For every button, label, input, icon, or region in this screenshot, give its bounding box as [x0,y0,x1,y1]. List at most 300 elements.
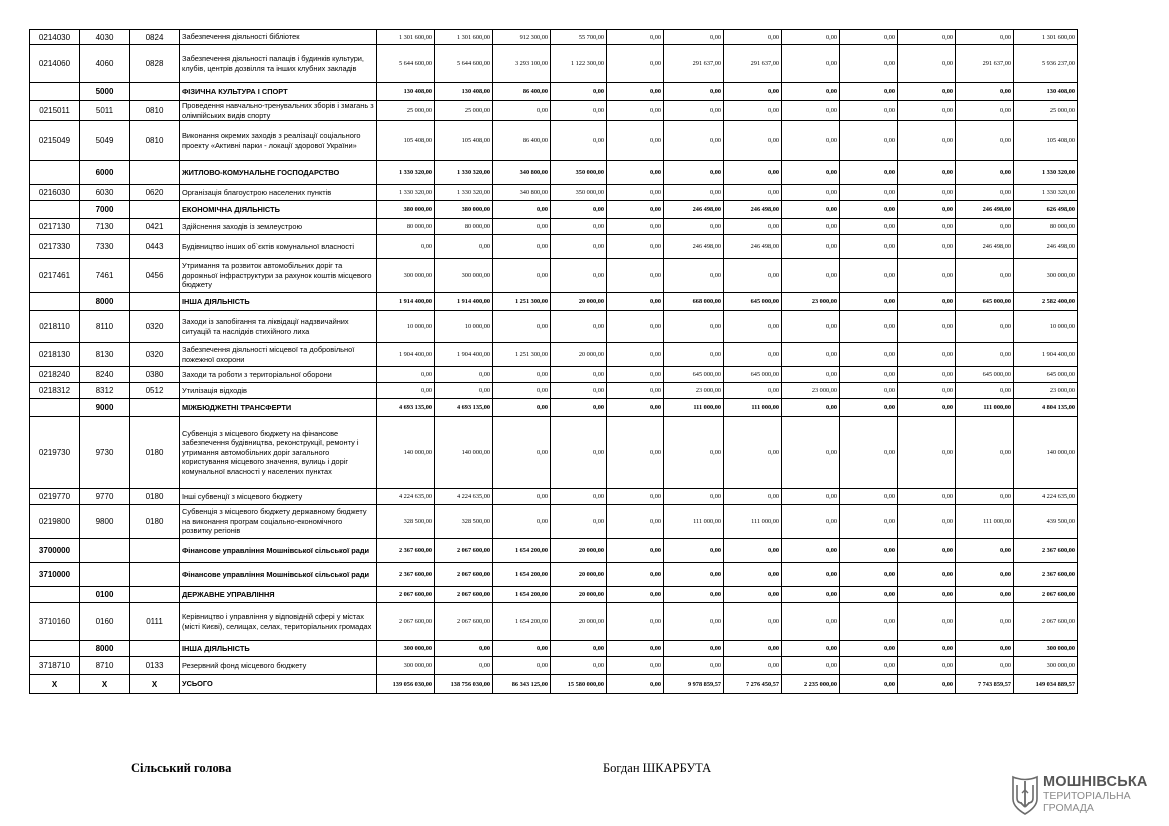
utilities: 0,00 [551,201,607,219]
kfk-code [130,161,180,185]
development-budget: 0,00 [724,311,782,343]
total-plan: 130 408,00 [377,83,435,101]
transfers: 0,00 [898,489,956,505]
capital: 0,00 [956,587,1014,603]
kfk-code: 0180 [130,417,180,489]
debt: 0,00 [607,311,664,343]
grand-total: 23 000,00 [1014,383,1078,399]
own-revenue: 0,00 [782,83,840,101]
loans: 0,00 [840,383,898,399]
total-plan: 300 000,00 [377,259,435,293]
transfers: 0,00 [898,293,956,311]
special-fund: 0,00 [664,343,724,367]
kfk-code [130,201,180,219]
table-row [30,45,1078,83]
total-plan: 140 000,00 [377,417,435,489]
development-budget: 246 498,00 [724,235,782,259]
kfk-code [130,293,180,311]
grand-total: 2 367 600,00 [1014,563,1078,587]
program-code: 0219730 [30,417,80,489]
special-fund: 111 000,00 [664,399,724,417]
table-row [30,399,1078,417]
capital: 0,00 [956,83,1014,101]
own-revenue: 0,00 [782,311,840,343]
own-revenue: 23 000,00 [782,383,840,399]
general-fund: 2 067 600,00 [435,603,493,641]
utilities: 0,00 [551,657,607,675]
development-budget: 0,00 [724,587,782,603]
utilities: 0,00 [551,259,607,293]
special-fund: 0,00 [664,121,724,161]
own-revenue: 23 000,00 [782,293,840,311]
development-budget: 0,00 [724,539,782,563]
total-plan: 0,00 [377,367,435,383]
description: Забезпечення діяльності бібліотек [180,30,377,45]
own-revenue: 2 235 000,00 [782,675,840,694]
general-fund: 2 067 600,00 [435,563,493,587]
grand-total: 1 301 600,00 [1014,30,1078,45]
transfers: 0,00 [898,30,956,45]
utilities: 0,00 [551,311,607,343]
salary: 1 654 200,00 [493,539,551,563]
table-row [30,259,1078,293]
kfk-code: 0320 [130,343,180,367]
table-row [30,641,1078,657]
salary: 912 300,00 [493,30,551,45]
program-code [30,83,80,101]
own-revenue: 0,00 [782,161,840,185]
capital: 645 000,00 [956,367,1014,383]
total-plan: 4 693 135,00 [377,399,435,417]
description: ДЕРЖАВНЕ УПРАВЛІННЯ [180,587,377,603]
description: Фінансове управління Мошнівської сільської ради [180,563,377,587]
grand-total: 645 000,00 [1014,367,1078,383]
debt: 0,00 [607,641,664,657]
transfers: 0,00 [898,603,956,641]
description: ІНША ДІЯЛЬНІСТЬ [180,293,377,311]
description: Забезпечення діяльності місцевої та добровільної пожежної охорони [180,343,377,367]
debt: 0,00 [607,235,664,259]
utilities: 20 000,00 [551,293,607,311]
grand-total: 2 582 400,00 [1014,293,1078,311]
program-code [30,293,80,311]
salary: 0,00 [493,367,551,383]
utilities: 20 000,00 [551,343,607,367]
salary: 0,00 [493,399,551,417]
loans: 0,00 [840,489,898,505]
description: ЕКОНОМІЧНА ДІЯЛЬНІСТЬ [180,201,377,219]
development-budget: 7 276 450,57 [724,675,782,694]
program-code: 0217461 [30,259,80,293]
loans: 0,00 [840,219,898,235]
total-plan: 2 067 600,00 [377,587,435,603]
general-fund: 105 408,00 [435,121,493,161]
loans: 0,00 [840,399,898,417]
capital: 0,00 [956,489,1014,505]
special-fund: 0,00 [664,30,724,45]
loans: 0,00 [840,161,898,185]
kpk-code: 9730 [80,417,130,489]
general-fund: 1 904 400,00 [435,343,493,367]
loans: 0,00 [840,563,898,587]
utilities: 55 700,00 [551,30,607,45]
capital: 0,00 [956,383,1014,399]
table-row [30,343,1078,367]
utilities: 20 000,00 [551,563,607,587]
kpk-code: 7130 [80,219,130,235]
kfk-code [130,587,180,603]
kpk-code: 7330 [80,235,130,259]
grand-total: 300 000,00 [1014,641,1078,657]
description: Заходи із запобігання та ліквідації надзвичайних ситуацій та наслідків стихійного лиха [180,311,377,343]
kpk-code: 8710 [80,657,130,675]
utilities: 0,00 [551,383,607,399]
capital: 111 000,00 [956,505,1014,539]
special-fund: 0,00 [664,603,724,641]
capital: 7 743 859,57 [956,675,1014,694]
kpk-code: 8312 [80,383,130,399]
development-budget: 0,00 [724,30,782,45]
debt: 0,00 [607,83,664,101]
loans: 0,00 [840,185,898,201]
transfers: 0,00 [898,343,956,367]
kpk-code: 8110 [80,311,130,343]
total-plan: 5 644 600,00 [377,45,435,83]
salary: 0,00 [493,641,551,657]
program-code: 3710160 [30,603,80,641]
own-revenue: 0,00 [782,417,840,489]
description: Організація благоустрою населених пунктів [180,185,377,201]
utilities: 0,00 [551,219,607,235]
special-fund: 0,00 [664,489,724,505]
utilities: 0,00 [551,399,607,417]
grand-total: 2 367 600,00 [1014,539,1078,563]
total-plan: 1 914 400,00 [377,293,435,311]
kpk-code: 9000 [80,399,130,417]
description: Субвенція з місцевого бюджету на фінансове забезпечення будівництва, реконструкції, ремонту і утримання автомобільних доріг загального користування місцевого значення, вулиць і доріг комунальної власності у населених пунктах [180,417,377,489]
development-budget: 0,00 [724,489,782,505]
development-budget: 0,00 [724,121,782,161]
development-budget: 0,00 [724,563,782,587]
signatory-name: Богдан ШКАРБУТА [603,761,712,775]
capital: 0,00 [956,161,1014,185]
debt: 0,00 [607,219,664,235]
total-plan: 105 408,00 [377,121,435,161]
utilities: 0,00 [551,83,607,101]
program-code: 0217330 [30,235,80,259]
salary: 0,00 [493,311,551,343]
special-fund: 9 978 859,57 [664,675,724,694]
development-budget: 0,00 [724,383,782,399]
logo-title: МОШНІВСЬКА [1043,774,1148,790]
kfk-code: X [130,675,180,694]
general-fund: 10 000,00 [435,311,493,343]
general-fund: 328 500,00 [435,505,493,539]
kpk-code: 8000 [80,641,130,657]
utilities: 0,00 [551,489,607,505]
kfk-code [130,641,180,657]
program-code [30,587,80,603]
kpk-code: 8240 [80,367,130,383]
special-fund: 0,00 [664,101,724,121]
special-fund: 246 498,00 [664,235,724,259]
capital: 0,00 [956,101,1014,121]
kpk-code: 4030 [80,30,130,45]
general-fund: 0,00 [435,383,493,399]
utilities: 1 122 300,00 [551,45,607,83]
total-plan: 1 330 320,00 [377,185,435,201]
debt: 0,00 [607,30,664,45]
logo-subtitle-2: ГРОМАДА [1043,802,1094,814]
general-fund: 4 224 635,00 [435,489,493,505]
development-budget: 0,00 [724,259,782,293]
transfers: 0,00 [898,121,956,161]
loans: 0,00 [840,101,898,121]
salary: 86 400,00 [493,121,551,161]
total-plan: 328 500,00 [377,505,435,539]
transfers: 0,00 [898,417,956,489]
general-fund: 1 330 320,00 [435,185,493,201]
kfk-code: 0810 [130,101,180,121]
description: ЖИТЛОВО-КОМУНАЛЬНЕ ГОСПОДАРСТВО [180,161,377,185]
own-revenue: 0,00 [782,101,840,121]
signature-label: Сільський голова [131,761,232,775]
grand-total: 25 000,00 [1014,101,1078,121]
table-row [30,101,1078,121]
kfk-code: 0443 [130,235,180,259]
debt: 0,00 [607,259,664,293]
kpk-code: 7000 [80,201,130,219]
capital: 246 498,00 [956,235,1014,259]
kpk-code: 6000 [80,161,130,185]
transfers: 0,00 [898,657,956,675]
general-fund: 80 000,00 [435,219,493,235]
development-budget: 0,00 [724,343,782,367]
transfers: 0,00 [898,101,956,121]
general-fund: 1 330 320,00 [435,161,493,185]
transfers: 0,00 [898,219,956,235]
grand-total: 1 330 320,00 [1014,185,1078,201]
description: ІНША ДІЯЛЬНІСТЬ [180,641,377,657]
program-code: 0219800 [30,505,80,539]
capital: 0,00 [956,121,1014,161]
capital: 0,00 [956,219,1014,235]
utilities: 0,00 [551,101,607,121]
kpk-code: 9800 [80,505,130,539]
general-fund: 4 693 135,00 [435,399,493,417]
kpk-code: 9770 [80,489,130,505]
debt: 0,00 [607,185,664,201]
program-code: 0216030 [30,185,80,201]
program-code: X [30,675,80,694]
program-code: 0218130 [30,343,80,367]
salary: 1 251 300,00 [493,343,551,367]
capital: 0,00 [956,539,1014,563]
salary: 340 800,00 [493,185,551,201]
debt: 0,00 [607,539,664,563]
budget-table-body [30,30,1078,694]
transfers: 0,00 [898,83,956,101]
special-fund: 0,00 [664,563,724,587]
capital: 0,00 [956,343,1014,367]
debt: 0,00 [607,293,664,311]
description: Фінансове управління Мошнівської сільської ради [180,539,377,563]
special-fund: 0,00 [664,641,724,657]
salary: 340 800,00 [493,161,551,185]
transfers: 0,00 [898,399,956,417]
special-fund: 668 000,00 [664,293,724,311]
loans: 0,00 [840,343,898,367]
table-row [30,367,1078,383]
kfk-code: 0380 [130,367,180,383]
table-row [30,505,1078,539]
utilities: 0,00 [551,417,607,489]
loans: 0,00 [840,30,898,45]
own-revenue: 0,00 [782,343,840,367]
program-code: 3710000 [30,563,80,587]
kfk-code [130,399,180,417]
kfk-code: 0620 [130,185,180,201]
program-code: 0217130 [30,219,80,235]
own-revenue: 0,00 [782,259,840,293]
total-plan: 10 000,00 [377,311,435,343]
total-plan: 300 000,00 [377,657,435,675]
table-row [30,417,1078,489]
general-fund: 0,00 [435,367,493,383]
development-budget: 291 637,00 [724,45,782,83]
total-plan: 25 000,00 [377,101,435,121]
utilities: 0,00 [551,505,607,539]
kfk-code: 0810 [130,121,180,161]
capital: 0,00 [956,259,1014,293]
kfk-code: 0180 [130,505,180,539]
grand-total: 5 936 237,00 [1014,45,1078,83]
table-row [30,587,1078,603]
table-row [30,219,1078,235]
debt: 0,00 [607,417,664,489]
grand-total: 1 330 320,00 [1014,161,1078,185]
table-row [30,161,1078,185]
salary: 0,00 [493,383,551,399]
kfk-code: 0824 [130,30,180,45]
total-plan: 1 330 320,00 [377,161,435,185]
kpk-code: 7461 [80,259,130,293]
own-revenue: 0,00 [782,603,840,641]
loans: 0,00 [840,201,898,219]
general-fund: 5 644 600,00 [435,45,493,83]
general-fund: 138 756 030,00 [435,675,493,694]
special-fund: 0,00 [664,219,724,235]
description: Утилізація відходів [180,383,377,399]
development-budget: 111 000,00 [724,505,782,539]
utilities: 350 000,00 [551,185,607,201]
capital: 0,00 [956,563,1014,587]
description: Забезпечення діяльності палаців i будинків культури, клубів, центрів дозвілля та iнших клубних закладів [180,45,377,83]
description: Резервний фонд місцевого бюджету [180,657,377,675]
total-plan: 2 367 600,00 [377,539,435,563]
debt: 0,00 [607,675,664,694]
debt: 0,00 [607,45,664,83]
total-plan: 0,00 [377,235,435,259]
kpk-code: 4060 [80,45,130,83]
salary: 1 251 300,00 [493,293,551,311]
table-row [30,657,1078,675]
general-fund: 380 000,00 [435,201,493,219]
grand-total: 130 408,00 [1014,83,1078,101]
budget-table [29,29,1078,694]
program-code: 3700000 [30,539,80,563]
debt: 0,00 [607,101,664,121]
grand-total: 626 498,00 [1014,201,1078,219]
grand-total: 4 224 635,00 [1014,489,1078,505]
loans: 0,00 [840,83,898,101]
loans: 0,00 [840,539,898,563]
own-revenue: 0,00 [782,235,840,259]
kpk-code: X [80,675,130,694]
development-budget: 0,00 [724,603,782,641]
grand-total: 10 000,00 [1014,311,1078,343]
kfk-code: 0180 [130,489,180,505]
development-budget: 0,00 [724,161,782,185]
debt: 0,00 [607,657,664,675]
general-fund: 25 000,00 [435,101,493,121]
grand-total: 140 000,00 [1014,417,1078,489]
kfk-code [130,83,180,101]
general-fund: 140 000,00 [435,417,493,489]
salary: 0,00 [493,259,551,293]
transfers: 0,00 [898,161,956,185]
description: ФІЗИЧНА КУЛЬТУРА І СПОРТ [180,83,377,101]
special-fund: 0,00 [664,657,724,675]
program-code: 0214030 [30,30,80,45]
kpk-code: 0100 [80,587,130,603]
salary: 0,00 [493,101,551,121]
total-plan: 300 000,00 [377,641,435,657]
table-row [30,30,1078,45]
description: Керівництво і управління у відповідній сфері у містах (місті Києві), селищах, селах, територіальних громадах [180,603,377,641]
development-budget: 645 000,00 [724,367,782,383]
utilities: 20 000,00 [551,539,607,563]
general-fund: 2 067 600,00 [435,587,493,603]
capital: 0,00 [956,641,1014,657]
description: Утримання та розвиток автомобільних доріг та дорожньої інфраструктури за рахунок коштів місцевого бюджету [180,259,377,293]
loans: 0,00 [840,293,898,311]
debt: 0,00 [607,367,664,383]
program-code [30,399,80,417]
grand-total: 300 000,00 [1014,259,1078,293]
loans: 0,00 [840,259,898,293]
debt: 0,00 [607,505,664,539]
debt: 0,00 [607,489,664,505]
transfers: 0,00 [898,45,956,83]
loans: 0,00 [840,675,898,694]
development-budget: 0,00 [724,641,782,657]
salary: 0,00 [493,235,551,259]
kpk-code: 8000 [80,293,130,311]
grand-total: 105 408,00 [1014,121,1078,161]
special-fund: 0,00 [664,185,724,201]
total-plan: 1 301 600,00 [377,30,435,45]
program-code: 3718710 [30,657,80,675]
salary: 0,00 [493,489,551,505]
transfers: 0,00 [898,587,956,603]
loans: 0,00 [840,505,898,539]
kfk-code: 0320 [130,311,180,343]
trident-emblem-icon [1010,773,1040,817]
kfk-code: 0421 [130,219,180,235]
description: Проведення навчально-тренувальних зборів і змагань з олімпійських видів спорту [180,101,377,121]
debt: 0,00 [607,121,664,161]
